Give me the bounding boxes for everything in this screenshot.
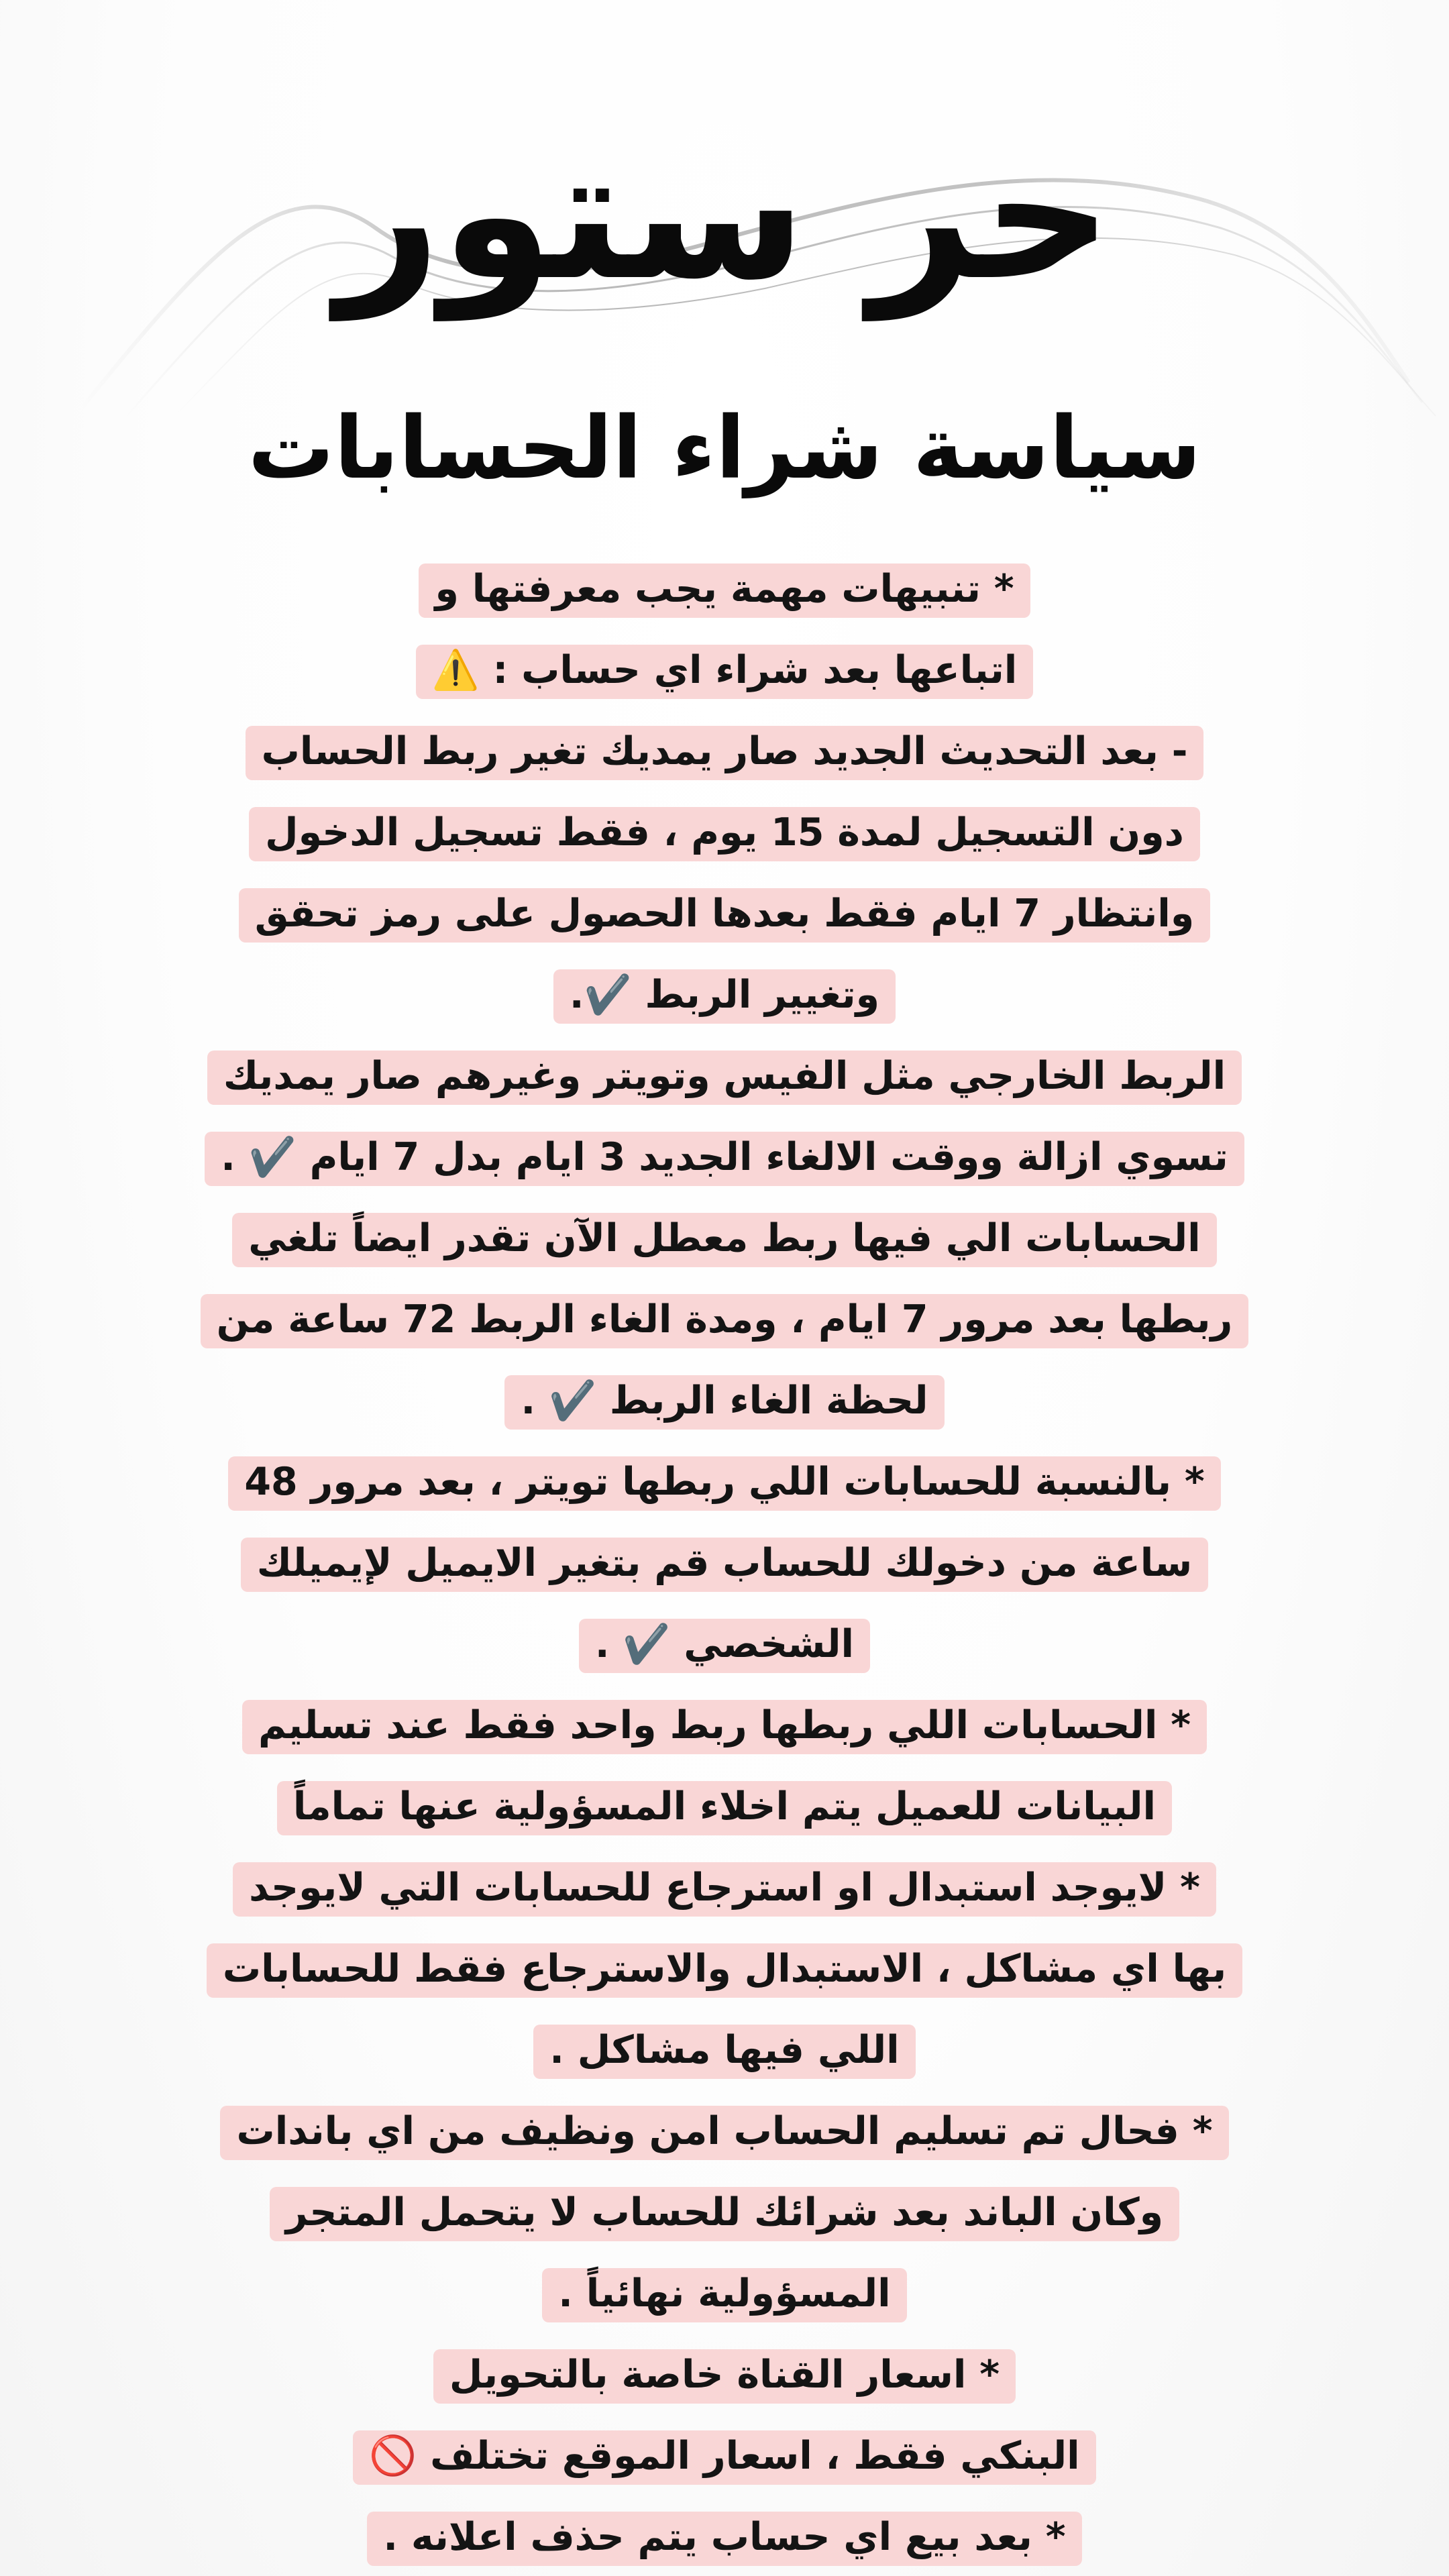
policy-line bbox=[0, 875, 1449, 956]
policy-line-text: تسوي ازالة ووقت الالغاء الجديد 3 ايام بدل 7 ايام ✔️ . bbox=[205, 1132, 1244, 1187]
policy-line bbox=[0, 631, 1449, 712]
policy-line-text: وانتظار 7 ايام فقط بعدها الحصول على رمز تحقق bbox=[239, 888, 1210, 943]
store-name: حر ستور bbox=[336, 109, 1113, 320]
policy-line bbox=[0, 1281, 1449, 1362]
policy-line-text: - بعد التحديث الجديد صار يمديك تغير ربط الحساب bbox=[246, 726, 1204, 781]
policy-line-text: وكان الباند بعد شرائك للحساب لا يتحمل المتجر bbox=[270, 2187, 1179, 2242]
policy-line bbox=[0, 1362, 1449, 1443]
policy-line-text: ربطها بعد مرور 7 ايام ، ومدة الغاء الربط 72 ساعة من bbox=[201, 1294, 1249, 1349]
policy-list bbox=[0, 550, 1449, 2576]
policy-line bbox=[0, 1930, 1449, 2011]
policy-line-text: * بالنسبة للحسابات اللي ربطها تويتر ، بعد مرور 48 bbox=[228, 1456, 1220, 1511]
page-title: سياسة شراء الحسابات bbox=[248, 398, 1201, 498]
policy-line-text: الربط الخارجي مثل الفيس وتويتر وغيرهم صار يمديك bbox=[207, 1051, 1242, 1106]
policy-line-text: المسؤولية نهائياً . bbox=[542, 2268, 906, 2323]
policy-line-text: وتغيير الربط ✔️. bbox=[553, 969, 896, 1024]
policy-line-text: * الحسابات اللي ربطها ربط واحد فقط عند تسليم bbox=[242, 1700, 1207, 1755]
policy-line-text: ساعة من دخولك للحساب قم بتغير الايميل لإيميلك bbox=[241, 1538, 1208, 1593]
policy-line-text: * بعد بيع اي حساب يتم حذف اعلانه . bbox=[367, 2512, 1081, 2567]
policy-line-text: دون التسجيل لمدة 15 يوم ، فقط تسجيل الدخول bbox=[249, 807, 1200, 862]
policy-line bbox=[0, 2092, 1449, 2174]
policy-line bbox=[0, 1768, 1449, 1849]
policy-line bbox=[0, 1686, 1449, 1768]
policy-line-text: اللي فيها مشاكل . bbox=[533, 2025, 915, 2080]
policy-line bbox=[0, 2011, 1449, 2092]
policy-line bbox=[0, 2255, 1449, 2336]
policy-line bbox=[0, 1849, 1449, 1930]
policy-line bbox=[0, 2336, 1449, 2417]
policy-line-text: لحظة الغاء الربط ✔️ . bbox=[504, 1375, 944, 1430]
policy-line-text: الحسابات الي فيها ربط معطل الآن تقدر ايضاً تلغي bbox=[232, 1213, 1216, 1268]
policy-line-text: البنكي فقط ، اسعار الموقع تختلف 🚫 bbox=[353, 2430, 1095, 2485]
policy-line bbox=[0, 1605, 1449, 1686]
policy-line-text: * تنبيهات مهمة يجب معرفتها و bbox=[419, 564, 1030, 619]
policy-line-text: * لايوجد استبدال او استرجاع للحسابات التي لايوجد bbox=[233, 1862, 1216, 1917]
policy-line bbox=[0, 1524, 1449, 1605]
policy-line-text: * اسعار القناة خاصة بالتحويل bbox=[433, 2349, 1016, 2404]
policy-line bbox=[0, 1199, 1449, 1281]
policy-line bbox=[0, 794, 1449, 875]
policy-line-text: البيانات للعميل يتم اخلاء المسؤولية عنها تماماً bbox=[277, 1781, 1172, 1836]
policy-line bbox=[0, 956, 1449, 1037]
policy-line-text: اتباعها بعد شراء اي حساب : ⚠️ bbox=[416, 645, 1034, 700]
policy-line bbox=[0, 2417, 1449, 2498]
policy-line bbox=[0, 1443, 1449, 1524]
policy-line bbox=[0, 712, 1449, 794]
policy-line bbox=[0, 2498, 1449, 2576]
policy-line-text: بها اي مشاكل ، الاستبدال والاسترجاع فقط للحسابات bbox=[207, 1943, 1242, 1998]
policy-line-text: * فحال تم تسليم الحساب امن ونظيف من اي باندات bbox=[220, 2106, 1228, 2161]
policy-line-text: الشخصي ✔️ . bbox=[579, 1619, 870, 1674]
policy-line bbox=[0, 550, 1449, 631]
policy-line bbox=[0, 2174, 1449, 2255]
policy-line bbox=[0, 1037, 1449, 1118]
policy-line bbox=[0, 1118, 1449, 1199]
